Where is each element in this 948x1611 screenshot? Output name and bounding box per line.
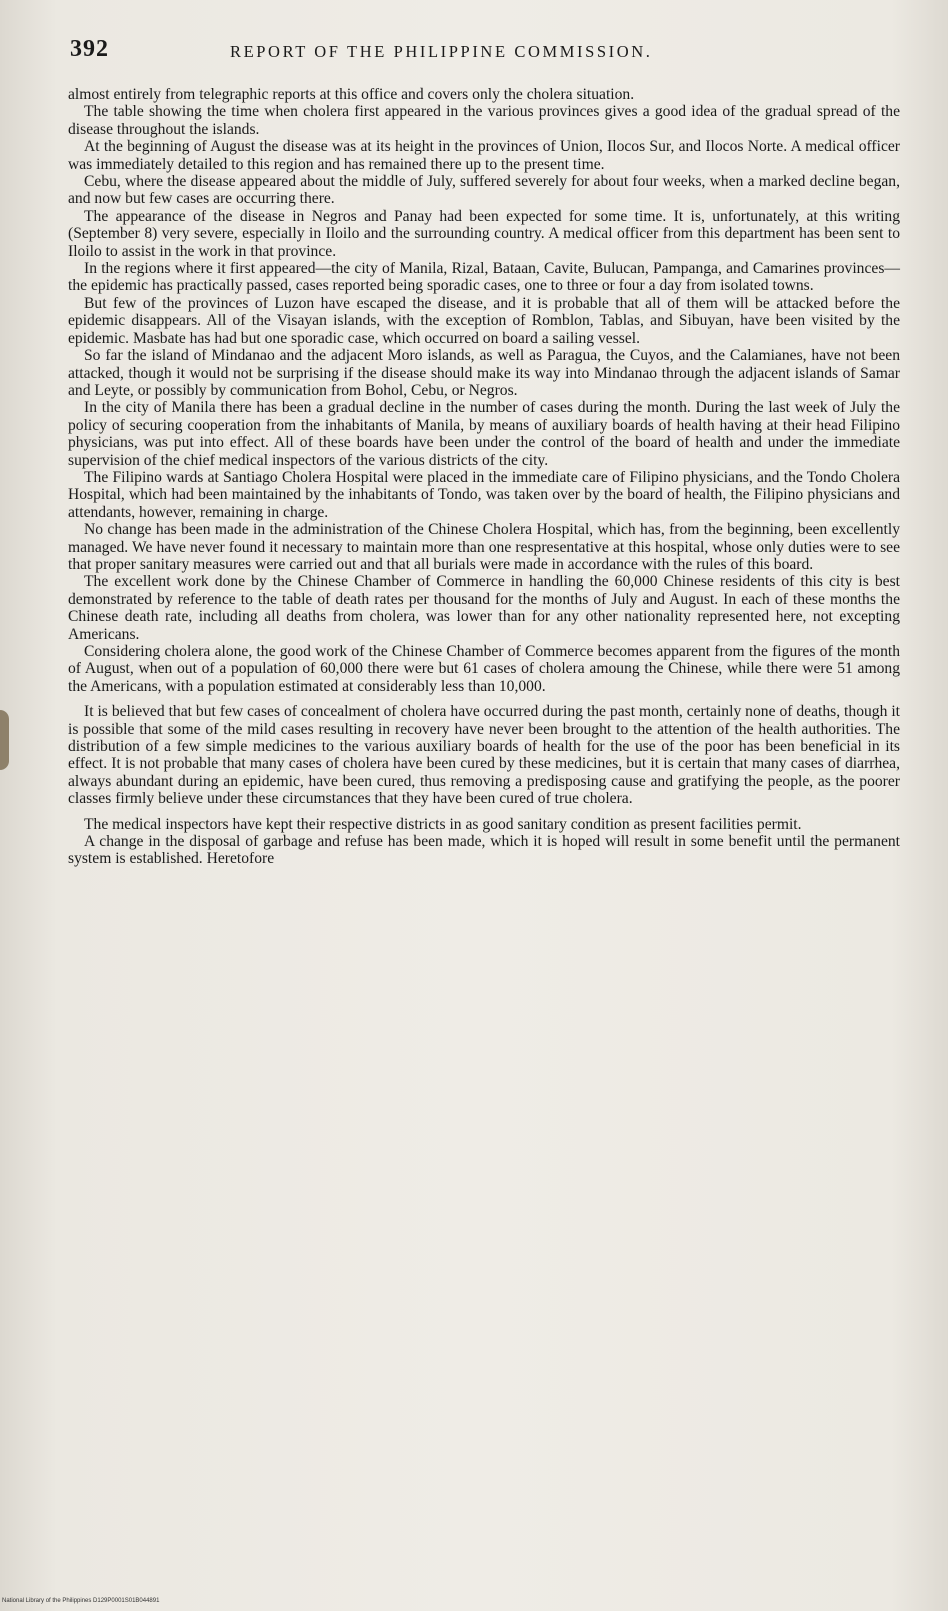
paragraph-3: At the beginning of August the disease was at its height in the provinces of Union, Ilocos Sur, and Ilocos Norte. A medical officer was immediately detailed to this region and has remained there up to the present time. [68, 138, 900, 173]
library-credit: National Library of the Philippines D129P0001S01B044891 [2, 1598, 160, 1604]
paragraph-8: So far the island of Mindanao and the adjacent Moro islands, as well as Paragua, the Cuyos, and the Calamianes, have not been attacked, though it would not be surprising if the disease should make its way into Mindanao through the adjacent islands of Samar and Leyte, or possibly by communication from Bohol, Cebu, or Negros. [68, 347, 900, 399]
paragraph-12: The excellent work done by the Chinese Chamber of Commerce in handling the 60,000 Chinese residents of this city is best demonstrated by reference to the table of death rates per thousand for the months of July and August. In each of these months the Chinese death rate, including all deaths from cholera, was lower than for any other nationality represented here, not excepting Americans. [68, 573, 900, 643]
page-number: 392 [70, 36, 109, 62]
paragraph-5: The appearance of the disease in Negros and Panay had been expected for some time. It is, unfortunately, at this writing (September 8) very severe, especially in Iloilo and the surrounding country. A medical officer from this department has been sent to Iloilo to assist in the work in that province. [68, 207, 900, 260]
paragraph-6: In the regions where it first appeared—the city of Manila, Rizal, Bataan, Cavite, Bulucan, Pampanga, and Camarines provinces—the epidemic has practically passed, cases reported being sporadic cases, one to three or four a day from isolated towns. [68, 260, 900, 295]
paragraph-14: It is believed that but few cases of concealment of cholera have occurred during the past month, certainly none of deaths, though it is possible that some of the mild cases resulting in recovery have never been brought to the attention of the health authorities. The distribution of a few simple medicines to the various auxiliary boards of health for the use of the poor has been beneficial in its effect. It is not probable that many cases of cholera have been cured by these medicines, but it is certain that many cases of diarrhea, always abundant during an epidemic, have been cured, thus removing a predisposing cause and gratifying the people, as the poorer classes firmly believe under these circumstances that they have been cured of true cholera. [68, 703, 900, 808]
body-text [68, 86, 900, 868]
paragraph-7: But few of the provinces of Luzon have escaped the disease, and it is probable that all of them will be attacked before the epidemic disappears. All of the Visayan islands, with the exception of Romblon, Tablas, and Sibuyan, have been visited by the epidemic. Masbate has had but one sporadic case, which occurred on board a sailing vessel. [68, 294, 900, 347]
paragraph-2: The table showing the time when cholera first appeared in the various provinces gives a good idea of the gradual spread of the disease throughout the islands. [68, 103, 900, 138]
paragraph-16: A change in the disposal of garbage and refuse has been made, which it is hoped will result in some benefit until the permanent system is established. Heretofore [68, 833, 900, 868]
paragraph-9: In the city of Manila there has been a gradual decline in the number of cases during the month. During the last week of July the policy of securing cooperation from the inhabitants of Manila, by means of auxiliary boards of health having at their head Filipino physicians, was put into effect. All of these boards have been under the control of the board of health and under the immediate supervision of the chief medical inspectors of the various districts of the city. [68, 399, 900, 469]
paragraph-10: The Filipino wards at Santiago Cholera Hospital were placed in the immediate care of Filipino physicians, and the Tondo Cholera Hospital, which had been maintained by the inhabitants of Tondo, was taken over by the board of health, the Filipino physicians and attendants, however, remaining in charge. [68, 468, 900, 521]
page-header [70, 36, 900, 72]
paragraph-1: almost entirely from telegraphic reports at this office and covers only the cholera situation. [68, 86, 635, 103]
paragraph-11: No change has been made in the administration of the Chinese Cholera Hospital, which has, from the beginning, been excellently managed. We have never found it necessary to maintain more than one respresentative at this hospital, whose only duties were to see that proper sanitary measures were carried out and that all burials were made in accordance with the rules of this board. [68, 521, 900, 573]
page-margin-shadow [0, 710, 9, 770]
paragraph-13: Considering cholera alone, the good work of the Chinese Chamber of Commerce becomes apparent from the figures of the month of August, when out of a population of 60,000 there were but 61 cases of cholera amoung the Chinese, while there were 51 among the Americans, with a population estimated at considerably less than 10,000. [68, 643, 900, 695]
paragraph-15: The medical inspectors have kept their respective districts in as good sanitary condition as present facilities permit. [84, 815, 802, 833]
running-head: REPORT OF THE PHILIPPINE COMMISSION. [230, 42, 653, 61]
paragraph-4: Cebu, where the disease appeared about the middle of July, suffered severely for about four weeks, when a marked decline began, and now but few cases are occurring there. [68, 173, 900, 208]
